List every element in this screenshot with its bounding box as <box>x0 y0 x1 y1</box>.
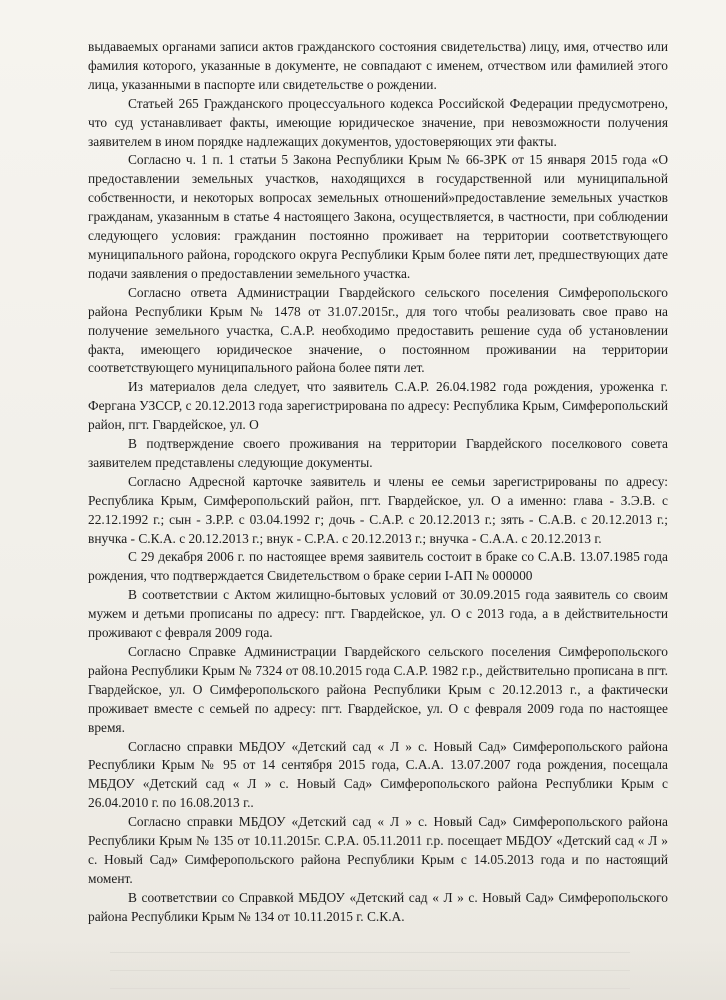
document-body <box>88 38 668 927</box>
scan-shadow <box>0 940 726 1000</box>
paragraph: В подтверждение своего проживания на территории Гвардейского поселкового совета заявителем представлены следующие документы. <box>88 436 668 470</box>
paragraph: Согласно Адресной карточке заявитель и члены ее семьи зарегистрированы по адресу: Республика Крым, Симферопольский район, пгт. Гвардейское, ул. О а именно: глава - З.Э.В. с 22.12.1992 г.; сын - З.Р.Р. с 03.04.1992 г; дочь - С.А.Р. с 20.12.2013 г.; зять - С.А.В. с 20.12.2013 г.; внучка - С.К.А. с 20.12.2013 г.; внук - С.Р.А. с 20.12.2013 г.; внучка - С.А.А. с 20.12.2013 г. <box>88 473 668 546</box>
paragraph: выдаваемых органами записи актов гражданского состояния свидетельства) лицу, имя, отчество или фамилия которого, указанные в документе, не совпадают с именем, отчеством или фамилией этого лица, указанными в паспорте или свидетельстве о рождении. <box>88 39 668 92</box>
paragraph: Статьей 265 Гражданского процессуального кодекса Российской Федерации предусмотрено, что суд устанавливает факты, имеющие юридическое значение, при невозможности получения заявителем в ином порядке надлежащих документов, удостоверяющих эти факты. <box>88 95 668 149</box>
paragraph: Согласно Справке Администрации Гвардейского сельского поселения Симферопольского района Республики Крым № 7324 от 08.10.2015 года С.А.Р. 1982 г.р., действительно прописана в пгт. Гвардейское, ул. О Симферопольского района Республики Крым с 20.12.2013 г., а фактически проживает вместе с семьей по адресу: пгт. Гвардейское, ул. О с февраля 2009 года по настоящее время. <box>88 644 668 735</box>
paragraph: Из материалов дела следует, что заявитель С.А.Р. 26.04.1982 года рождения, уроженка г. Фергана УЗССР, с 20.12.2013 года зарегистрирована по адресу: Республика Крым, Симферопольский район, пгт. Гвардейское, ул. О <box>88 379 668 433</box>
paragraph: В соответствии со Справкой МБДОУ «Детский сад « Л » с. Новый Сад» Симферопольского района Республики Крым № 134 от 10.11.2015 г. С.К.А. <box>88 889 668 924</box>
paragraph: Согласно справки МБДОУ «Детский сад « Л » с. Новый Сад» Симферопольского района Республики Крым № 95 от 14 сентября 2015 года, С.А.А. 13.07.2007 года рождения, посещала МБДОУ «Детский сад « Л » с. Новый Сад» Симферопольского района Республики Крым с 26.04.2010 г. по 16.08.2013 г.. <box>88 738 668 811</box>
paragraph: Согласно справки МБДОУ «Детский сад « Л » с. Новый Сад» Симферопольского района Республики Крым № 135 от 10.11.2015г. С.Р.А. 05.11.2011 г.р. посещает МБДОУ «Детский сад « Л » с. Новый Сад» Симферопольского района Республики Крым с 14.05.2013 года и по настоящий момент. <box>88 814 668 886</box>
paragraph: Согласно ч. 1 п. 1 статьи 5 Закона Республики Крым № 66-ЗРК от 15 января 2015 года «О предоставлении земельных участков, находящихся в государственной или муниципальной собственности, и некоторых вопросах земельных отношений»предоставление земельных участков гражданам, указанным в статье 4 настоящего Закона, осуществляется, в частности, при соблюдении следующего условия: гражданин постоянно проживает на территории соответствующего муниципального района, городского округа Республики Крым более пяти лет, предшествующих дате подачи заявления о предоставлении земельного участка. <box>88 152 668 281</box>
paragraph: В соответствии с Актом жилищно-бытовых условий от 30.09.2015 года заявитель со своим мужем и детьми прописаны по адресу: пгт. Гвардейское, ул. О с 2013 года, а в действительности проживают с февраля 2009 года. <box>88 587 668 641</box>
paragraph: Согласно ответа Администрации Гвардейского сельского поселения Симферопольского района Республики Крым № 1478 от 31.07.2015г., для того чтобы реализовать свое право на получение земельного участка, С.А.Р. необходимо предоставить решение суда об установлении факта, имеющего юридическое значение, о постоянном проживании на территории соответствующего муниципального района более пяти лет. <box>88 284 668 376</box>
paragraph: С 29 декабря 2006 г. по настоящее время заявитель состоит в браке со С.А.В. 13.07.1985 года рождения, что подтверждается Свидетельством о браке серии I-АП № 000000 <box>88 549 668 584</box>
scan-bleed-through <box>110 952 630 992</box>
